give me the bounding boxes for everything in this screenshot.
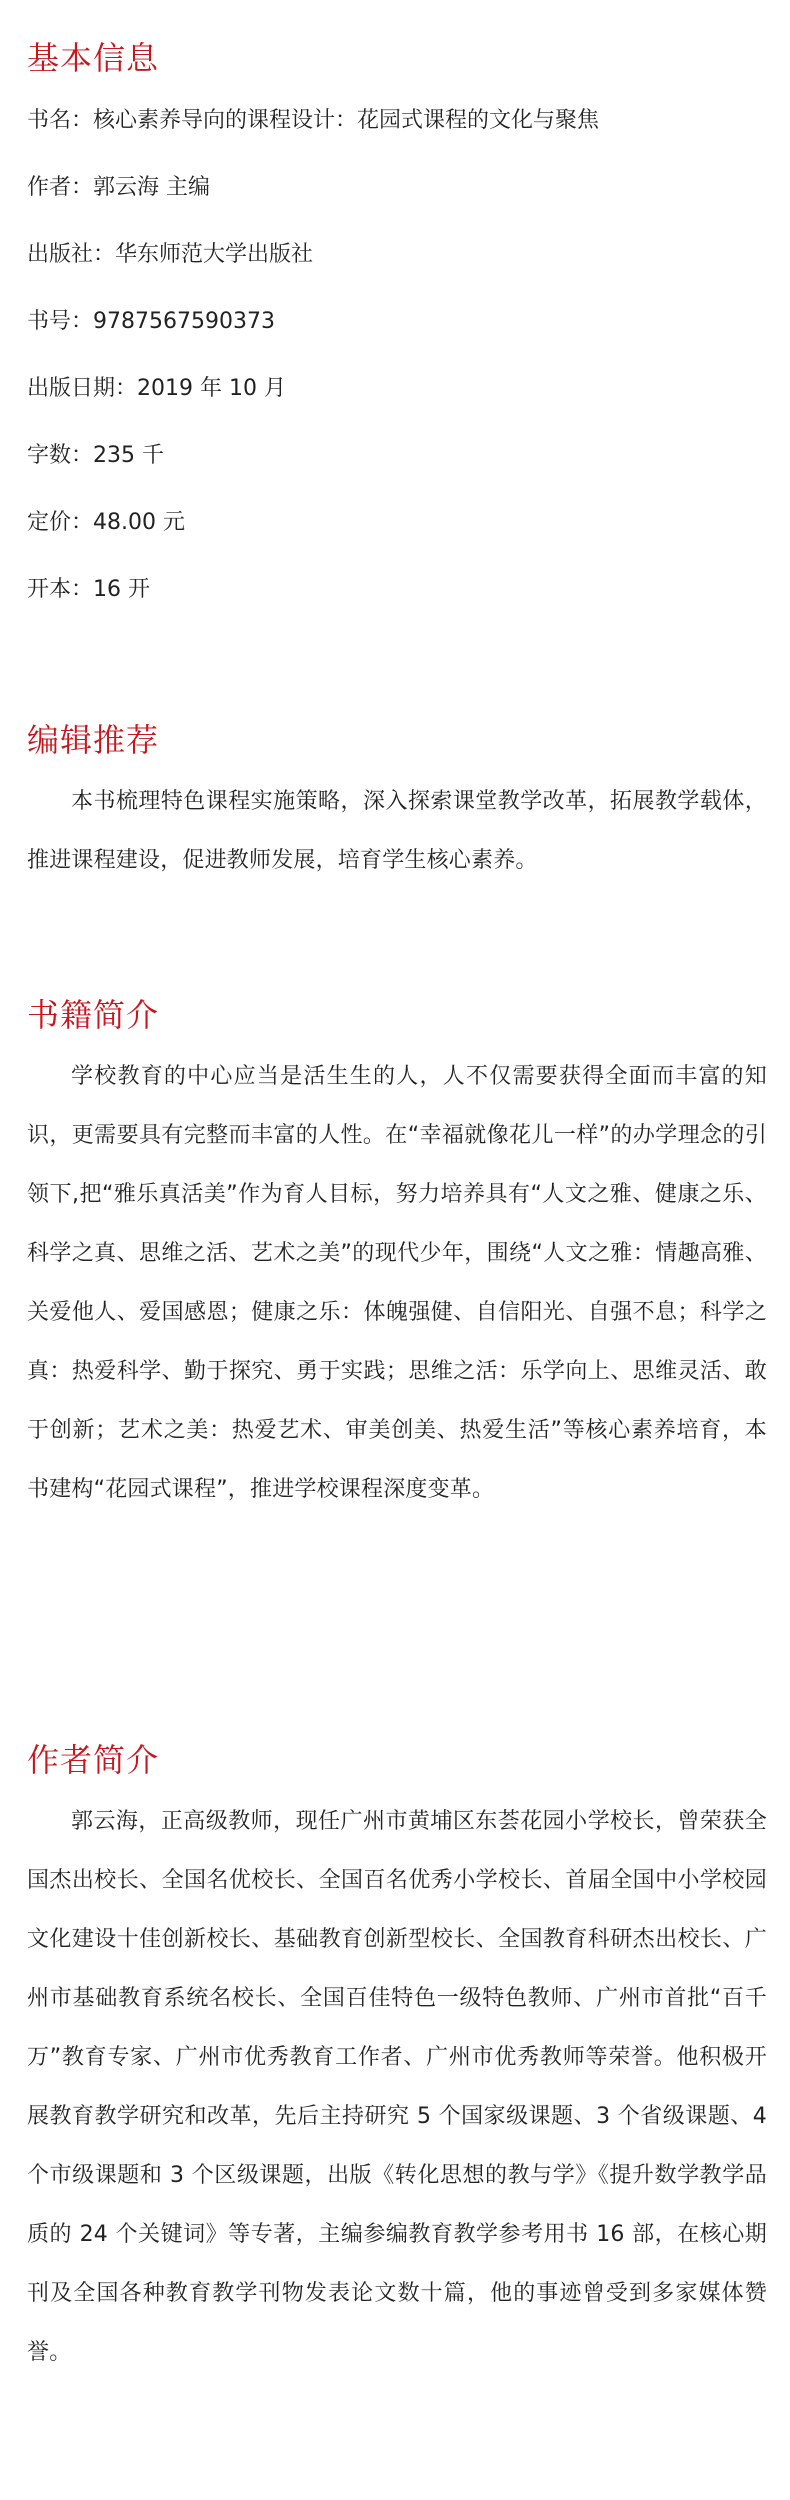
book-intro-text: 学校教育的中心应当是活生生的人，人不仅需要获得全面而丰富的知识，更需要具有完整而丰富的人性。在“幸福就像花儿一样”的办学理念的引领下,把“雅乐真活美”作为育人目标，努力培养具有“人文之雅、健康之乐、科学之真、思维之活、艺术之美”的现代少年，围绕“人文之雅：情趣高雅、关爱他人、爱国感恩；健康之乐：体魄强健、自信阳光、自强不息；科学之真：热爱科学、勤于探究、勇于实践；思维之活：乐学向上、思维灵活、敢于创新；艺术之美：热爱艺术、审美创美、热爱生活”等核心素养培育，本书建构“花园式课程”，推进学校课程深度变革。 xyxy=(27,1064,767,1502)
basic-info-list xyxy=(27,106,767,605)
book-intro-heading: 书籍简介 xyxy=(27,996,160,1034)
author-intro-section xyxy=(27,1740,767,2382)
editor-recommend-heading: 编辑推荐 xyxy=(27,721,160,759)
info-row-publisher: 出版社：华东师范大学出版社 xyxy=(27,242,314,267)
book-intro-section xyxy=(27,995,767,1519)
info-row-word-count: 字数：235 千 xyxy=(27,443,164,468)
info-row-price: 定价：48.00 元 xyxy=(27,510,185,535)
author-intro-heading: 作者简介 xyxy=(27,1741,160,1779)
info-row-author: 作者：郭云海 主编 xyxy=(27,175,210,200)
info-row-title: 书名：核心素养导向的课程设计：花园式课程的文化与聚焦 xyxy=(27,108,600,133)
info-row-format: 开本：16 开 xyxy=(27,577,150,602)
basic-info-heading: 基本信息 xyxy=(27,39,160,77)
basic-info-section xyxy=(27,38,767,605)
info-row-publish-date: 出版日期：2019 年 10 月 xyxy=(27,376,286,401)
editor-recommend-section xyxy=(27,720,767,890)
editor-recommend-text: 本书梳理特色课程实施策略，深入探索课堂教学改革，拓展教学载体，推进课程建设，促进教师发展，培育学生核心素养。 xyxy=(27,789,767,873)
info-row-isbn: 书号：9787567590373 xyxy=(27,309,275,334)
author-intro-text: 郭云海，正高级教师，现任广州市黄埔区东荟花园小学校长，曾荣获全国杰出校长、全国名优校长、全国百名优秀小学校长、首届全国中小学校园文化建设十佳创新校长、基础教育创新型校长、全国教育科研杰出校长、广州市基础教育系统名校长、全国百佳特色一级特色教师、广州市首批“百千万”教育专家、广州市优秀教育工作者、广州市优秀教师等荣誉。他积极开展教育教学研究和改革，先后主持研究 5 个国家级课题、3 个省级课题、4 个市级课题和 3 个区级课题，出版《转化思想的教与学》《提升数学教学品质的 24 个关键词》等专著，主编参编教育教学参考用书 16 部，在核心期刊及全国各种教育教学刊物发表论文数十篇，他的事迹曾受到多家媒体赞誉。 xyxy=(27,1809,767,2365)
